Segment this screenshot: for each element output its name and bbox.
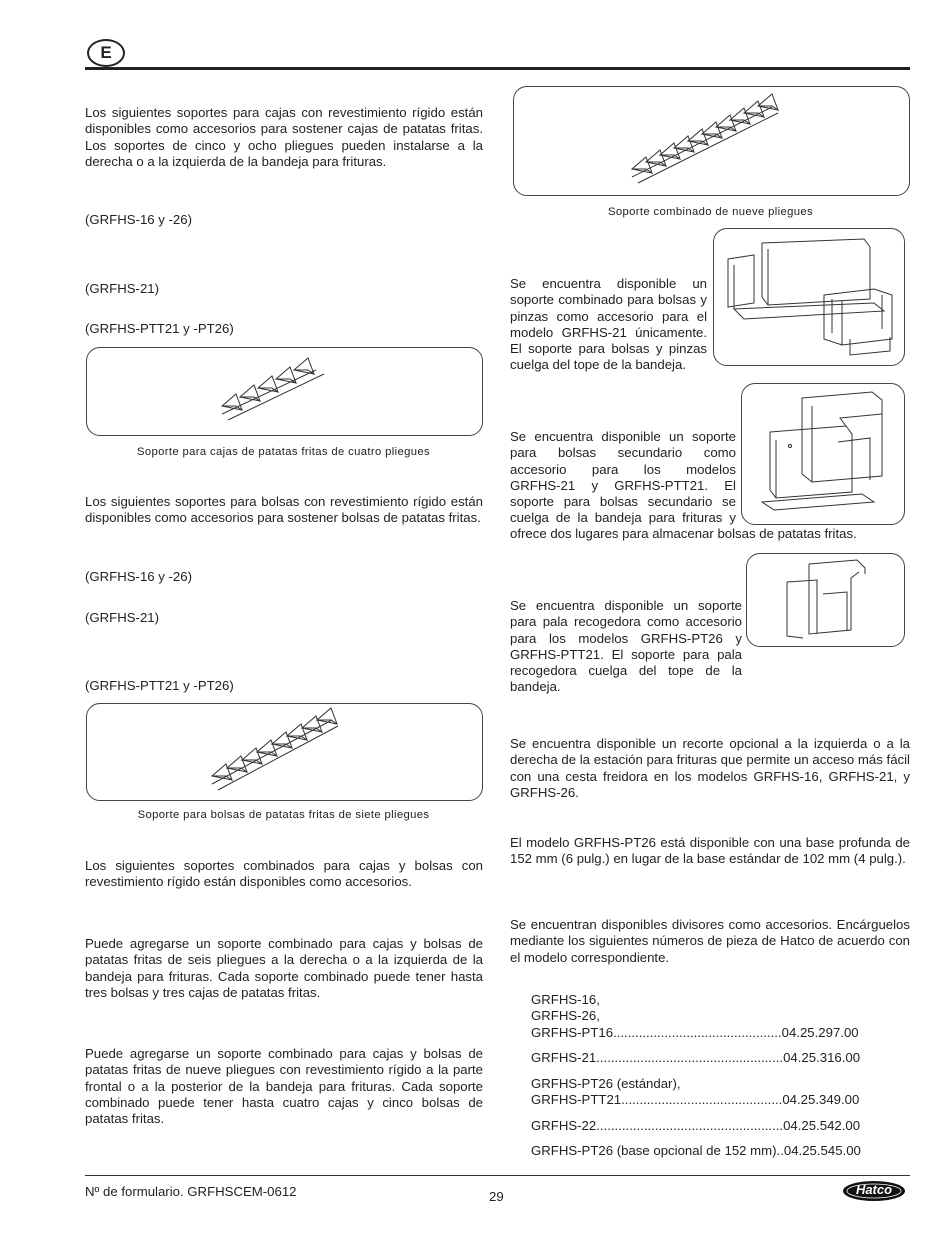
brand-wordmark: Hatco (855, 1182, 893, 1197)
form-number: Nº de formulario. GRFHSCEM-0612 (85, 1184, 297, 1199)
divider-part-group (531, 1076, 859, 1109)
part-list-line: GRFHS-PT26 (estándar), (531, 1076, 681, 1091)
seven-fold-bag-holder-figure (86, 703, 483, 801)
text-line: accesorio para los modelos (510, 461, 736, 477)
divider-part-list (531, 992, 859, 1041)
secondary-holder-illustration (742, 384, 904, 524)
nine-fold-combo-figure (513, 86, 910, 196)
model-label: (GRFHS-21) (85, 610, 159, 625)
language-badge: E (87, 39, 125, 67)
scoop-holder-paragraph: Se encuentra disponible un soporte para pala recogedora como accesorio para los modelos GRFHS-PT26 y GRFHS-PTT21. El soporte para pala recogedora cuelga del tope de la bandeja. (510, 598, 742, 695)
model-label: (GRFHS-16 y -26) (85, 212, 192, 227)
nine-fold-paragraph: Puede agregarse un soporte combinado para cajas y bolsas de patatas fritas de nueve pliegues con revestimiento rígido a la parte frontal o a la posterior de la bandeja para frituras. Cada soporte combinado puede tener hasta cuatro cajas y cinco bolsas de patatas fritas. (85, 1046, 483, 1127)
part-list-line: GRFHS-21...................................................04.25.316.00 (531, 1050, 861, 1065)
hatco-logo (842, 1180, 906, 1202)
seven-fold-holder-illustration (87, 704, 482, 800)
text-line: GRFHS-21 y GRFHS-PTT21. El (510, 477, 736, 493)
text-line: Se encuentra disponible un soporte (510, 429, 736, 444)
boxes-intro-paragraph: Los siguientes soportes para cajas con revestimiento rígido están disponibles como accesorios para sostener cajas de patatas fritas. Los soportes de cinco y ocho pliegues pueden instalarse a la derecha o a la izquierda de la bandeja para frituras. (85, 105, 483, 169)
four-fold-holder-illustration (87, 348, 482, 435)
text-line: cuelga de la bandeja para frituras y (510, 510, 736, 526)
deep-base-paragraph: El modelo GRFHS-PT26 está disponible con una base profunda de 152 mm (6 pulg.) en lugar de la base estándar de 102 mm (4 pulg.). (510, 835, 910, 867)
footer-rule (85, 1175, 910, 1176)
figure-caption: Soporte para bolsas de patatas fritas de siete pliegues (137, 809, 430, 821)
part-list-line: GRFHS-22...................................................04.25.542.00 (531, 1118, 861, 1133)
model-label: (GRFHS-PTT21 y -PT26) (85, 678, 234, 693)
bag-and-tong-holder-figure (713, 228, 905, 366)
bags-intro-paragraph: Los siguientes soportes para bolsas con revestimiento rígido están disponibles como accesorios para sostener bolsas de patatas fritas. (85, 494, 483, 526)
model-label: (GRFHS-PTT21 y -PT26) (85, 321, 234, 336)
secondary-bag-holder-figure (741, 383, 905, 525)
figure-caption: Soporte combinado de nueve pliegues (607, 206, 814, 218)
page-number: 29 (489, 1189, 504, 1204)
figure-caption: Soporte para cajas de patatas fritas de cuatro pliegues (136, 446, 431, 458)
scoop-holder-figure (746, 553, 905, 647)
four-fold-box-holder-figure (86, 347, 483, 436)
part-list-line: GRFHS-26, (531, 1008, 600, 1024)
bag-tong-paragraph: Se encuentra disponible un soporte combinado para bolsas y pinzas como accesorio para el modelo GRFHS-21 únicamente. El soporte para bolsas y pinzas cuelga del tope de la bandeja. (510, 276, 707, 373)
dividers-paragraph: Se encuentran disponibles divisores como accesorios. Encárguelos mediante los siguientes números de pieza de Hatco de acuerdo con el modelo correspondiente. (510, 917, 910, 965)
nine-fold-holder-illustration (514, 87, 909, 195)
header-rule (85, 67, 910, 70)
part-list-line: GRFHS-PT26 (base opcional de 152 mm)..04.25.545.00 (531, 1143, 861, 1158)
bag-tong-holder-illustration (714, 229, 904, 365)
secondary-bag-last-line: ofrece dos lugares para almacenar bolsas de patatas fritas. (510, 526, 857, 541)
model-label: (GRFHS-21) (85, 281, 159, 296)
scoop-holder-illustration (747, 554, 904, 646)
six-fold-paragraph: Puede agregarse un soporte combinado para cajas y bolsas de patatas fritas de seis pliegues a la derecha o a la izquierda de la bandeja para frituras. Cada soporte combinado puede tener hasta tres bolsas y tres cajas de patatas fritas. (85, 936, 483, 1000)
part-list-line: GRFHS-PTT21............................................04.25.349.00 (531, 1092, 860, 1108)
combo-intro-paragraph: Los siguientes soportes combinados para cajas y bolsas con revestimiento rígido están disponibles como accesorios. (85, 858, 483, 890)
part-list-line: GRFHS-PT16..............................................04.25.297.00 (531, 1024, 859, 1040)
text-line: soporte para bolsas secundario se (510, 494, 736, 510)
part-list-line: GRFHS-16, (531, 992, 600, 1007)
text-line: para bolsas secundario como (510, 445, 736, 461)
model-label: (GRFHS-16 y -26) (85, 569, 192, 584)
secondary-bag-paragraph (510, 429, 736, 527)
cutout-paragraph: Se encuentra disponible un recorte opcional a la izquierda o a la derecha de la estación para frituras que permite un acceso más fácil con una cesta freidora en los modelos GRFHS-16, GRFHS-21, y GRFHS-26. (510, 736, 910, 800)
